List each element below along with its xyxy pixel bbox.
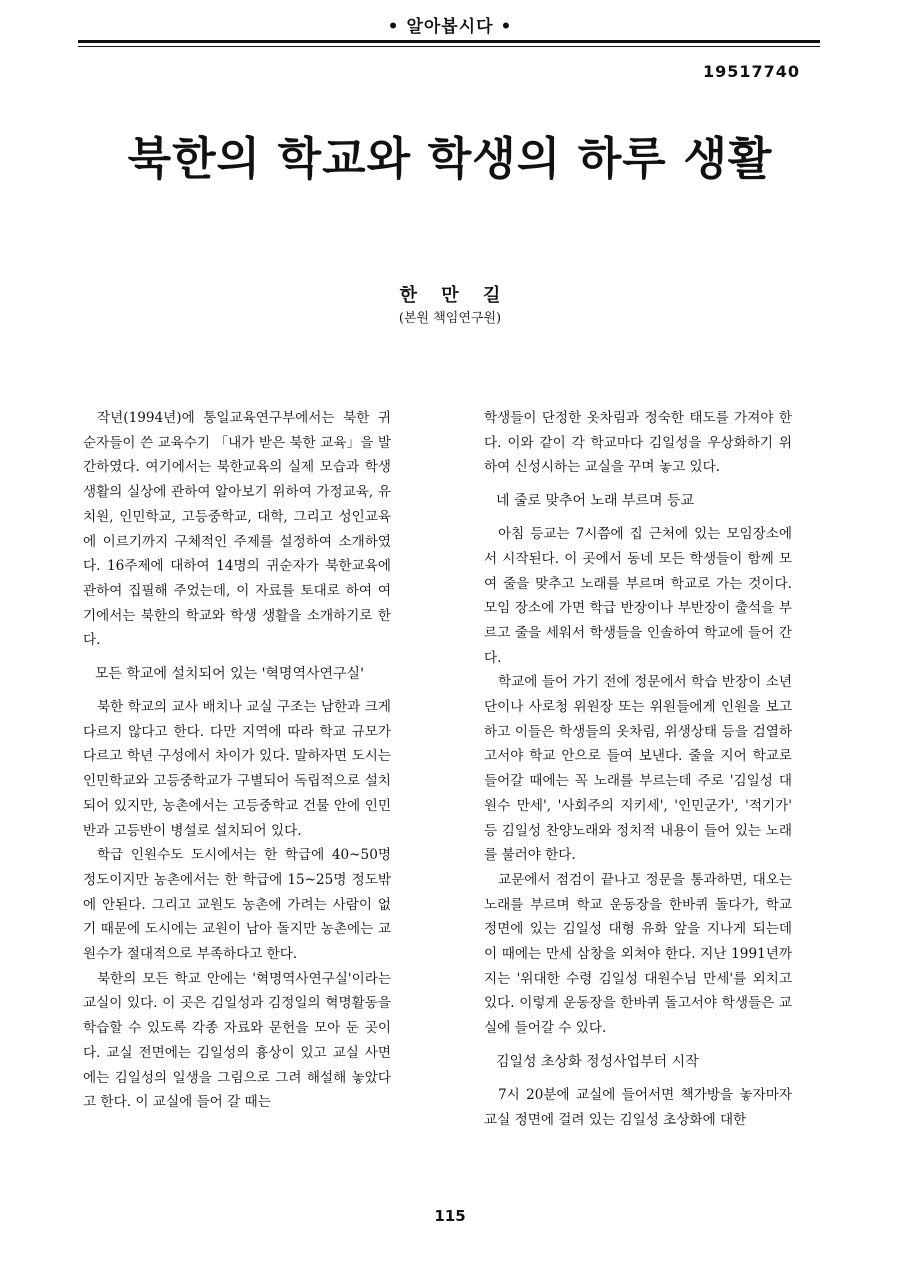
- paragraph: 교문에서 점검이 끝나고 정문을 통과하면, 대오는 노래를 부르며 학교 운동장을 한바퀴 돌다가, 학교 정면에 있는 김일성 대형 유화 앞을 지나게 되는데 이 때에는 만세 삼창을 외쳐야 한다. 지난 1991년까지는 '위대한 수령 김일성 대원수님 만세'를 외치고 있다. 이렇게 운동장을 한바퀴 돌고서야 학생들은 교실에 들어갈 수 있다.: [484, 871, 792, 1037]
- article-title: 북한의 학교와 학생의 하루 생활: [127, 132, 773, 185]
- document-number: 19517740: [702, 62, 800, 81]
- paragraph: 학급 인원수도 도시에서는 한 학급에 40~50명 정도이지만 농촌에서는 한 학급에 15~25명 정도밖에 안된다. 그리고 교원도 농촌에 가려는 사람이 없기 때문에 도시에는 교원이 남아 돌지만 농촌에는 교원수가 절대적으로 부족하다고 한다.: [83, 847, 391, 963]
- paragraph: 아침 등교는 7시쯤에 집 근처에 있는 모임장소에서 시작된다. 이 곳에서 동네 모든 학생들이 함께 모여 줄을 맞추고 노래를 부르며 학교로 가는 것이다. 모임 장소에 가면 학급 반장이나 부반장이 출석을 부르고 줄을 세워서 학생들을 인솔하여 학교에 들어 간다.: [484, 526, 792, 666]
- paragraph: 7시 20분에 교실에 들어서면 책가방을 놓자마자 교실 정면에 걸려 있는 김일성 초상화에 대한: [484, 1086, 792, 1128]
- author-name: 한 만 길: [399, 285, 501, 306]
- section-heading: 모든 학교에 설치되어 있는 '혁명역사연구실': [95, 666, 364, 683]
- author-affiliation: (본원 책임연구원): [398, 311, 502, 326]
- paragraph: 학생들이 단정한 옷차림과 정숙한 태도를 가져야 한다. 이와 같이 각 학교마다 김일성을 우상화하기 위하여 신성시하는 교실을 꾸며 놓고 있다.: [484, 410, 793, 476]
- right-column: [484, 406, 792, 1132]
- paragraph: 북한 학교의 교사 배치나 교실 구조는 남한과 크게 다르지 않다고 한다. 다만 지역에 따라 학교 규모가 다르고 학년 구성에서 차이가 있다. 말하자면 도시는 인민학교와 고등중학교가 구별되어 독립적으로 설치되어 있지만, 농촌에서는 고등중학교 건물 안에 인민반과 고등반이 병설로 설치되어 있다.: [83, 699, 391, 839]
- header-rule-thin: [78, 46, 820, 47]
- paragraph: 학교에 들어 가기 전에 정문에서 학습 반장이 소년단이나 사로청 위원장 또는 위원들에게 인원을 보고하고 이들은 학생들의 옷차림, 위생상태 등을 검열하고서야 학교 안으로 들여 보낸다. 줄을 지어 학교로 들어갈 때에는 꼭 노래를 부르는데 주로 '김일성 대원수 만세', '사회주의 지키세', '인민군가', '적기가' 등 김일성 찬양노래와 정치적 내용이 들어 있는 노래를 불러야 한다.: [484, 674, 792, 864]
- section-heading: 김일성 초상화 정성사업부터 시작: [496, 1053, 699, 1070]
- paragraph: 작년(1994년)에 통일교육연구부에서는 북한 귀순자들이 쓴 교육수기 「내가 받은 북한 교육」을 발간하였다. 여기에서는 북한교육의 실제 모습과 학생생활의 실상에 관하여 알아보기 위하여 가정교육, 유치원, 인민학교, 고등중학교, 대학, 그리고 성인교육에 이르기까지 구체적인 주제를 설정하여 소개하였다. 16주제에 대하여 14명의 귀순자가 북한교육에 관하여 집필해 주었는데, 이 자료를 토대로 하여 여기에서는 북한의 학교와 학생 생활을 소개하기로 한다.: [83, 410, 392, 649]
- paragraph: 북한의 모든 학교 안에는 '혁명역사연구실'이라는 교실이 있다. 이 곳은 김일성과 김정일의 혁명활동을 학습할 수 있도록 각종 자료와 문헌을 모아 둔 곳이다. 교실 전면에는 김일성의 흉상이 있고 교실 사면에는 김일성의 일생을 그림으로 그려 해설해 놓았다고 한다. 이 교실에 들어 갈 때는: [83, 970, 391, 1111]
- page-number: 115: [434, 1207, 466, 1225]
- left-column: [83, 406, 391, 1115]
- section-heading: 네 줄로 맞추어 노래 부르며 등교: [496, 493, 695, 510]
- header-rule: [78, 40, 820, 43]
- section-label: • 알아봅시다 •: [387, 17, 513, 37]
